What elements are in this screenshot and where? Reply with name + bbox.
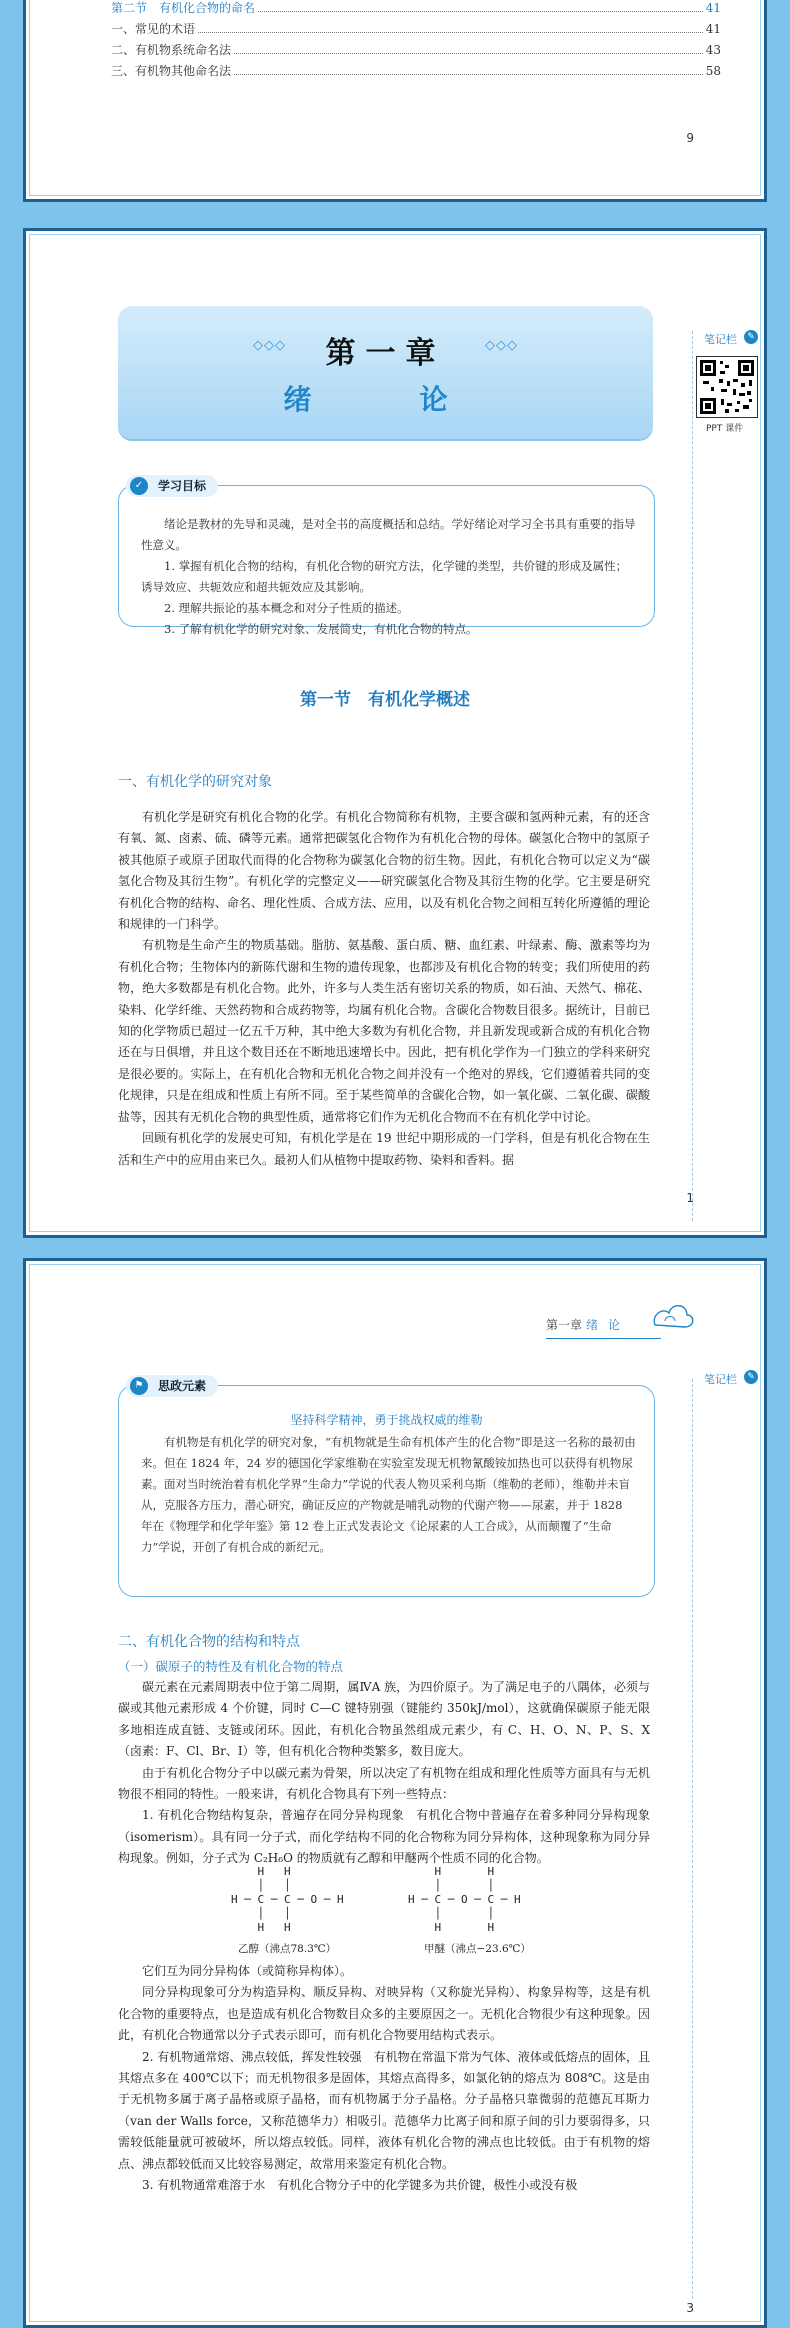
notes-column-line xyxy=(692,1379,693,2299)
paragraph: 同分异构现象可分为构造异构、顺反异构、对映异构（又称旋光异构）、构象异构等，这是有机化合物的重要特点，也是造成有机化合物数目众多的主要原因之一。无机化合物很少有这种现象。因此，有机化合物通常以分子式表示即可，而有机化合物要用结构式表示。 xyxy=(118,1985,650,2043)
ether-caption: 甲醚（沸点−23.6℃） xyxy=(424,1943,531,1955)
body-text xyxy=(118,1677,650,1870)
paragraph: 碳元素在元素周期表中位于第二周期，属ⅣA 族，为四价原子。为了满足电子的八隅体，必须与碳或其他元素形成 4 个价键，同时 C—C 键特别强（键能约 350kJ/mol），这就确保碳原子能无限多地相连成直链、支链或闭环。因此，有机化合物虽然组成元素少，有 C、H、O、N、P、S、X（卤素：F、Cl、Br、I）等，但有机化合物种类繁多，数目庞大。 xyxy=(118,1680,650,1759)
qr-code-icon xyxy=(697,357,757,417)
body-text xyxy=(118,1961,650,2196)
goal-intro: 绪论是教材的先导和灵魂，是对全书的高度概括和总结。学好绪论对学习全书具有重要的指导性意义。 xyxy=(141,517,636,552)
paragraph: 3. 有机物通常难溶于水 有机化合物分子中的化学键多为共价键，极性小或没有极 xyxy=(142,2178,578,2193)
notes-column-line xyxy=(692,331,693,1221)
ideology-box xyxy=(118,1385,655,1597)
page-1 xyxy=(23,228,767,1238)
decorative-diamonds-right: ◇◇◇ xyxy=(485,338,518,353)
decorative-diamonds-left: ◇◇◇ xyxy=(253,338,286,353)
header-rule xyxy=(546,1338,661,1339)
page-number: 1 xyxy=(686,1191,694,1205)
heading-2-sub: （一）碳原子的特性及有机化合物的特点 xyxy=(118,1659,344,1674)
body-text xyxy=(118,807,650,1171)
target-icon: ✓ xyxy=(130,477,148,495)
toc-page xyxy=(23,0,767,202)
chapter-banner xyxy=(118,306,653,439)
page-3 xyxy=(23,1258,767,2328)
pen-icon: ✎ xyxy=(744,330,758,344)
toc-row[interactable]: 二、有机物系统命名法 43 xyxy=(111,43,721,57)
ethanol-caption: 乙醇（沸点78.3℃） xyxy=(238,1943,337,1955)
toc-row[interactable]: 第二节 有机化合物的命名 41 xyxy=(111,1,721,15)
dimethyl-ether-structure: H H │ │ H ─ C ─ O ─ C ─ H │ │ H H xyxy=(408,1865,521,1934)
goal-item: 3. 了解有机化学的研究对象、发展简史，有机化合物的特点。 xyxy=(164,622,478,636)
goal-item: 2. 理解共振论的基本概念和对分子性质的描述。 xyxy=(164,601,409,615)
goal-item: 1. 掌握有机化合物的结构，有机化合物的研究方法，化学键的类型，共价键的形成及属性；诱导效应、共轭效应和超共轭效应及其影响。 xyxy=(141,559,628,594)
ethanol-structure: H H │ │ H ─ C ─ C ─ O ─ H │ │ H H xyxy=(231,1865,344,1934)
learning-goals-text xyxy=(141,514,637,640)
toc-row[interactable]: 一、常见的术语 41 xyxy=(111,22,721,36)
page-number: 9 xyxy=(686,131,694,145)
ideology-title: 坚持科学精神，勇于挑战权威的维勒 xyxy=(290,1413,483,1427)
running-header: 第一章 绪论 xyxy=(546,1318,631,1332)
notes-label: 笔记栏 xyxy=(704,1373,737,1386)
page-number: 3 xyxy=(686,2301,694,2315)
learning-goals-box xyxy=(118,485,655,636)
chapter-subtitle: 绪 论 xyxy=(283,383,488,416)
heading-2: 二、有机化合物的结构和特点 xyxy=(118,1634,300,1650)
flag-icon: ⚑ xyxy=(130,1377,148,1395)
ideology-text: 有机物是有机化学的研究对象，“有机物就是生命有机体产生的化合物”即是这一名称的最初由来。但在 1824 年，24 岁的德国化学家维勒在实验室发现无机物氰酸铵加热也可以获得有机物尿素。面对当时统治着有机化学界“生命力”学说的代表人物贝采利乌斯（维勒的老师），维勒并未盲从，克服各方压力，潜心研究，确证反应的产物就是哺乳动物的代谢产物——尿素，并于 1828 年在《物理学和化学年鉴》第 12 卷上正式发表论文《论尿素的人工合成》，从而颠覆了“生命力”学说，开创了有机合成的新纪元。 xyxy=(141,1435,636,1554)
paragraph: 回顾有机化学的发展史可知，有机化学是在 19 世纪中期形成的一门学科，但是有机化合物在生活和生产中的应用由来已久。最初人们从植物中提取药物、染料和香料。据 xyxy=(118,1131,650,1167)
paragraph: 有机化学是研究有机化合物的化学。有机化合物简称有机物，主要含碳和氢两种元素，有的还含有氧、氮、卤素、硫、磷等元素。通常把碳氢化合物作为有机化合物的母体。碳氢化合物中的氢原子被其他原子或原子团取代而得的化合物称为碳氢化合物的衍生物。因此，有机化合物可以定义为“碳氢化合物及其衍生物”。有机化学的完整定义——研究碳氢化合物及其衍生物的化学。它主要是研究有机化合物的结构、命名、理化性质、合成方法、应用，以及有机化合物之间相互转化所遵循的理论和规律的一门科学。 xyxy=(118,810,650,932)
cloud-ornament-icon xyxy=(651,1301,695,1331)
pen-icon: ✎ xyxy=(744,1370,758,1384)
qr-code[interactable] xyxy=(696,356,758,418)
notes-label: 笔记栏 xyxy=(704,333,737,346)
toc-row[interactable]: 三、有机物其他命名法 58 xyxy=(111,64,721,78)
section-title: 第一节 有机化学概述 xyxy=(300,690,470,710)
chapter-title: 第一章 xyxy=(325,336,446,371)
qr-label: PPT 课件 xyxy=(706,424,744,434)
paragraph: 1. 有机化合物结构复杂，普遍存在同分异构现象 有机化合物中普遍存在着多种同分异构现象（isomerism）。具有同一分子式，而化学结构不同的化合物称为同分异构体，这种现象称为同分异构现象。例如，分子式为 C₂H₆O 的物质就有乙醇和甲醚两个性质不同的化合物。 xyxy=(118,1808,650,1866)
paragraph: 2. 有机物通常熔、沸点较低，挥发性较强 有机物在常温下常为气体、液体或低熔点的固体，且其熔点多在 400℃以下；而无机物很多是固体，其熔点高得多，如氯化钠的熔点为 808℃。这是由于无机物多属于离子晶格或原子晶格，而有机物属于分子晶格。分子晶格只靠微弱的范德瓦耳斯力（van der Walls force，又称范德华力）相吸引。范德华力比离子间和原子间的引力要弱得多，只需较低能量就可被破坏，所以熔点较低。同样，液体有机化合物的沸点也比较低。由于有机物的熔点、沸点都较低而又比较容易测定，故常用来鉴定有机化合物。 xyxy=(118,2049,650,2171)
learning-goals-tab: ✓ 学习目标 xyxy=(126,475,218,497)
paragraph: 由于有机化合物分子中以碳元素为骨架，所以决定了有机物在组成和理化性质等方面具有与无机物很不相同的特性。一般来讲，有机化合物具有下列一些特点： xyxy=(118,1765,650,1802)
heading-1: 一、有机化学的研究对象 xyxy=(118,774,272,790)
paragraph: 有机物是生命产生的物质基础。脂肪、氨基酸、蛋白质、糖、血红素、叶绿素、酶、激素等均为有机化合物；生物体内的新陈代谢和生物的遗传现象，也都涉及有机化合物的转变；我们所使用的药物，绝大多数都是有机化合物。此外，许多与人类生活有密切关系的物质，如石油、天然气、棉花、染料、化学纤维、天然药物和合成药物等，均属有机化合物。含碳化合物数目很多。据统计，目前已知的化学物质已超过一亿五千万种，其中绝大多数为有机化合物，并且新发现或新合成的有机化合物还在与日俱增，并且这个数目还在不断地迅速增长中。因此，把有机化学作为一门独立的学科来研究是很必要的。实际上，在有机化合物和无机化合物之间并没有一个绝对的界线，它们遵循着共同的变化规律，只是在组成和性质上有所不同。至于某些简单的含碳化合物，如一氧化碳、二氧化碳、碳酸盐等，因其有无机化合物的典型性质，通常将它们作为无机化合物而不在有机化学中讨论。 xyxy=(118,938,650,1124)
paragraph: 它们互为同分异构体（或简称异构体）。 xyxy=(142,1964,353,1978)
ideology-tab: ⚑ 思政元素 xyxy=(126,1375,218,1397)
